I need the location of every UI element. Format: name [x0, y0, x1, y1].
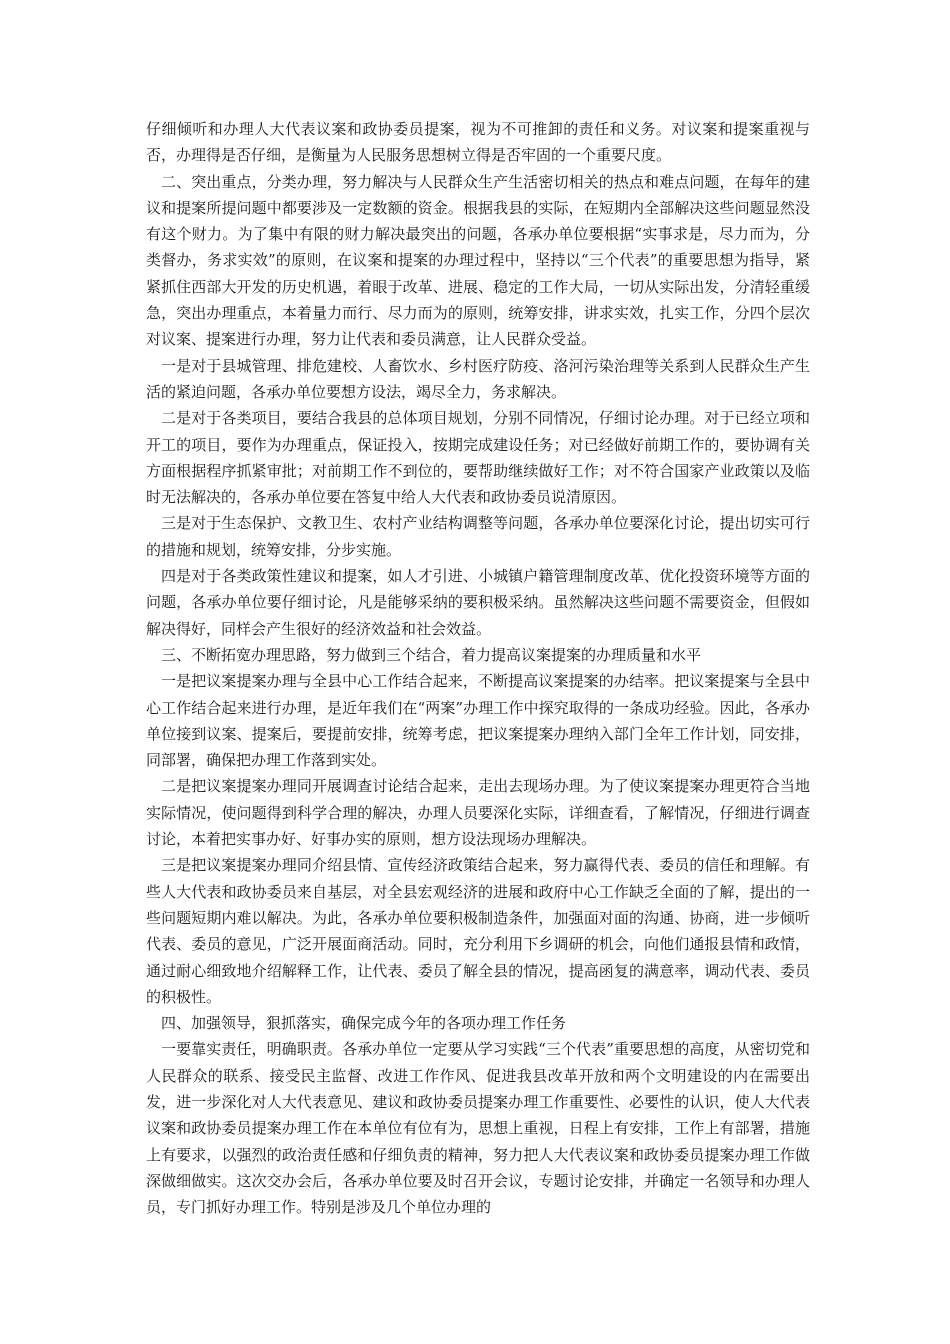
paragraph-9: 二是把议案提案办理同开展调查讨论结合起来，走出去现场办理。为了使议案提案办理更符合当地实际情况，使问题得到科学合理的解决，办理人员要深化实际，详细查看，了解情况，仔细进行调查讨论，本着把实事办好、好事办实的原则，想方设法现场办理解决。: [146, 777, 810, 849]
paragraph-10: 三是把议案提案办理同介绍县情、宣传经济政策结合起来，努力赢得代表、委员的信任和理解。有些人大代表和政协委员来自基层，对全县宏观经济的进展和政府中心工作缺乏全面的了解，提出的一些问题短期内难以解决。为此，各承办单位要积极制造条件，加强面对面的沟通、协商，进一步倾听代表、委员的意见，广泛开展面商活动。同时，充分利用下乡调研的机会，向他们通报县情和政情，通过耐心细致地介绍解释工作，让代表、委员了解全县的情况，提高函复的满意率，调动代表、委员的积极性。: [146, 856, 810, 1006]
section-heading-2: 二、突出重点，分类办理，努力解决与人民群众生产生活密切相关的热点和难点问题，在每年的建议和提案所提问题中都要涉及一定数额的资金。根据我县的实际，在短期内全部解决这些问题显然没有这个财力。为了集中有限的财力解决最突出的问题，各承办单位要根据“实事求是，尽力而为，分类督办，务求实效”的原则，在议案和提案的办理过程中，坚持以“三个代表”的重要思想为指导，紧紧抓住西部大开发的历史机遇，着眼于改革、进展、稳定的工作大局，一切从实际出发，分清轻重缓急，突出办理重点，本着量力而行、尽力而为的原则，统筹安排，讲求实效，扎实工作，分四个层次对议案、提案进行办理，努力让代表和委员满意，让人民群众受益。: [146, 172, 810, 349]
paragraph-4: 二是对于各类项目，要结合我县的总体项目规划，分别不同情况，仔细讨论办理。对于已经立项和开工的项目，要作为办理重点，保证投入，按期完成建设任务；对已经做好前期工作的，要协调有关方面根据程序抓紧审批；对前期工作不到位的，要帮助继续做好工作；对不符合国家产业政策以及临时无法解决的，各承办单位要在答复中给人大代表和政协委员说清原因。: [146, 409, 810, 507]
paragraph-1: 仔细倾听和办理人大代表议案和政协委员提案，视为不可推卸的责任和义务。对议案和提案重视与否，办理得是否仔细，是衡量为人民服务思想树立得是否牢固的一个重要尺度。: [146, 120, 810, 165]
document-body: [146, 116, 810, 1220]
paragraph-5: 三是对于生态保护、文教卫生、农村产业结构调整等问题，各承办单位要深化讨论，提出切实可行的措施和规划，统筹安排，分步实施。: [146, 514, 810, 559]
paragraph-3: 一是对于县城管理、排危建校、人畜饮水、乡村医疗防疫、洛河污染治理等关系到人民群众生产生活的紧迫问题，各承办单位要想方设法，竭尽全力，务求解决。: [146, 356, 810, 401]
paragraph-8: 一是把议案提案办理与全县中心工作结合起来，不断提高议案提案的办结率。把议案提案与全县中心工作结合起来进行办理，是近年我们在“两案”办理工作中探究取得的一条成功经验。因此，各承办单位接到议案、提案后，要提前安排，统筹考虑，把议案提案办理纳入部门全年工作计划，同安排，同部署，确保把办理工作落到实处。: [146, 672, 810, 770]
paragraph-12: 一要靠实责任，明确职责。各承办单位一定要从学习实践“三个代表”重要思想的高度，从密切党和人民群众的联系、接受民主监督、改进工作作风、促进我县改革开放和两个文明建设的内在需要出发，进一步深化对人大代表意见、建议和政协委员提案办理工作重要性、必要性的认识，使人大代表议案和政协委员提案办理工作在本单位有位有为，思想上重视，日程上有安排，工作上有部署，措施上有要求，以强烈的政治责任感和仔细负责的精神，努力把人大代表议案和政协委员提案办理工作做深做细做实。这次交办会后，各承办单位要及时召开会议，专题讨论安排，并确定一名领导和办理人员，专门抓好办理工作。特别是涉及几个单位办理的: [146, 1040, 810, 1217]
section-heading-4: 四、加强领导，狠抓落实，确保完成今年的各项办理工作任务: [161, 1014, 567, 1033]
paragraph-6: 四是对于各类政策性建议和提案，如人才引进、小城镇户籍管理制度改革、优化投资环境等方面的问题，各承办单位要仔细讨论，凡是能够采纳的要积极采纳。虽然解决这些问题不需要资金，但假如解决得好，同样会产生很好的经济效益和社会效益。: [146, 567, 810, 638]
section-heading-3: 三、不断拓宽办理思路，努力做到三个结合，着力提高议案提案的办理质量和水平: [161, 645, 702, 664]
